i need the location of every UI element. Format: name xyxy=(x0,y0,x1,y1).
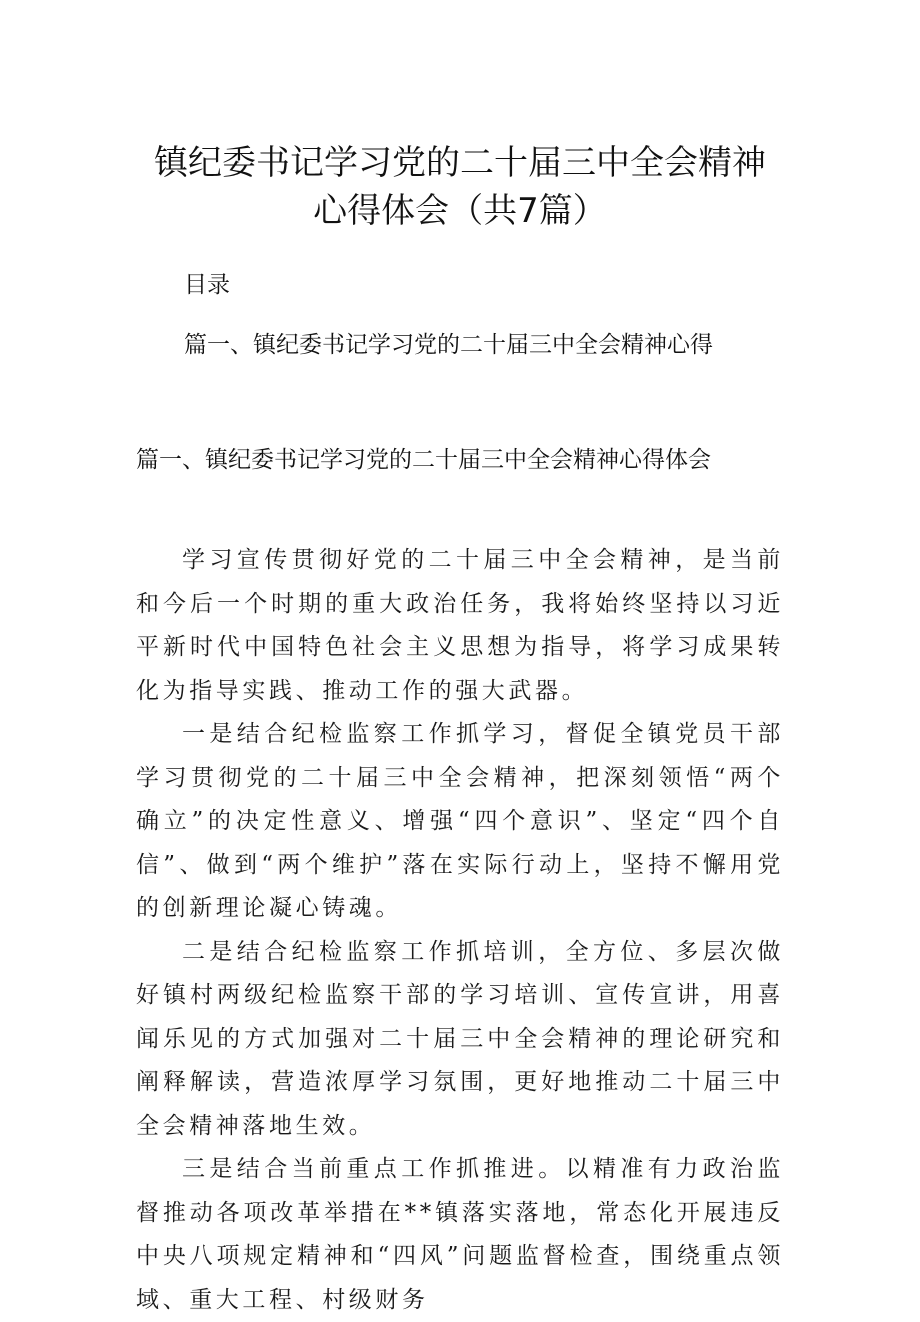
toc-item-1: 篇一、镇纪委书记学习党的二十届三中全会精神心得 xyxy=(184,332,713,358)
paragraph-2: 一是结合纪检监察工作抓学习，督促全镇党员干部学习贯彻党的二十届三中全会精神，把深刻领悟“两个确立”的决定性意义、增强“四个意识”、坚定“四个自信”、做到“两个维护”落在实际行动上，坚持不懈用党的创新理论凝心铸魂。 xyxy=(136,721,784,921)
paragraph-1: 学习宣传贯彻好党的二十届三中全会精神，是当前和今后一个时期的重大政治任务，我将始终坚持以习近平新时代中国特色社会主义思想为指导，将学习成果转化为指导实践、推动工作的强大武器。 xyxy=(136,547,784,704)
toc-heading: 目录 xyxy=(184,272,230,298)
body-text xyxy=(136,539,784,1322)
document-title-line-2: 心得体会（共7篇） xyxy=(313,191,607,231)
paragraph-3: 二是结合纪检监察工作抓培训，全方位、多层次做好镇村两级纪检监察干部的学习培训、宣传宣讲，用喜闻乐见的方式加强对二十届三中全会精神的理论研究和阐释解读，营造浓厚学习氛围，更好地推动二十届三中全会精神落地生效。 xyxy=(136,938,784,1139)
document-title-line-1: 镇纪委书记学习党的二十届三中全会精神 xyxy=(154,143,766,183)
paragraph-4: 三是结合当前重点工作抓推进。以精准有力政治监督推动各项改革举措在**镇落实落地，常态化开展违反中央八项规定精神和“四风”问题监督检查，围绕重点领域、重大工程、村级财务 xyxy=(136,1156,784,1313)
section-heading: 篇一、镇纪委书记学习党的二十届三中全会精神心得体会 xyxy=(136,447,711,473)
